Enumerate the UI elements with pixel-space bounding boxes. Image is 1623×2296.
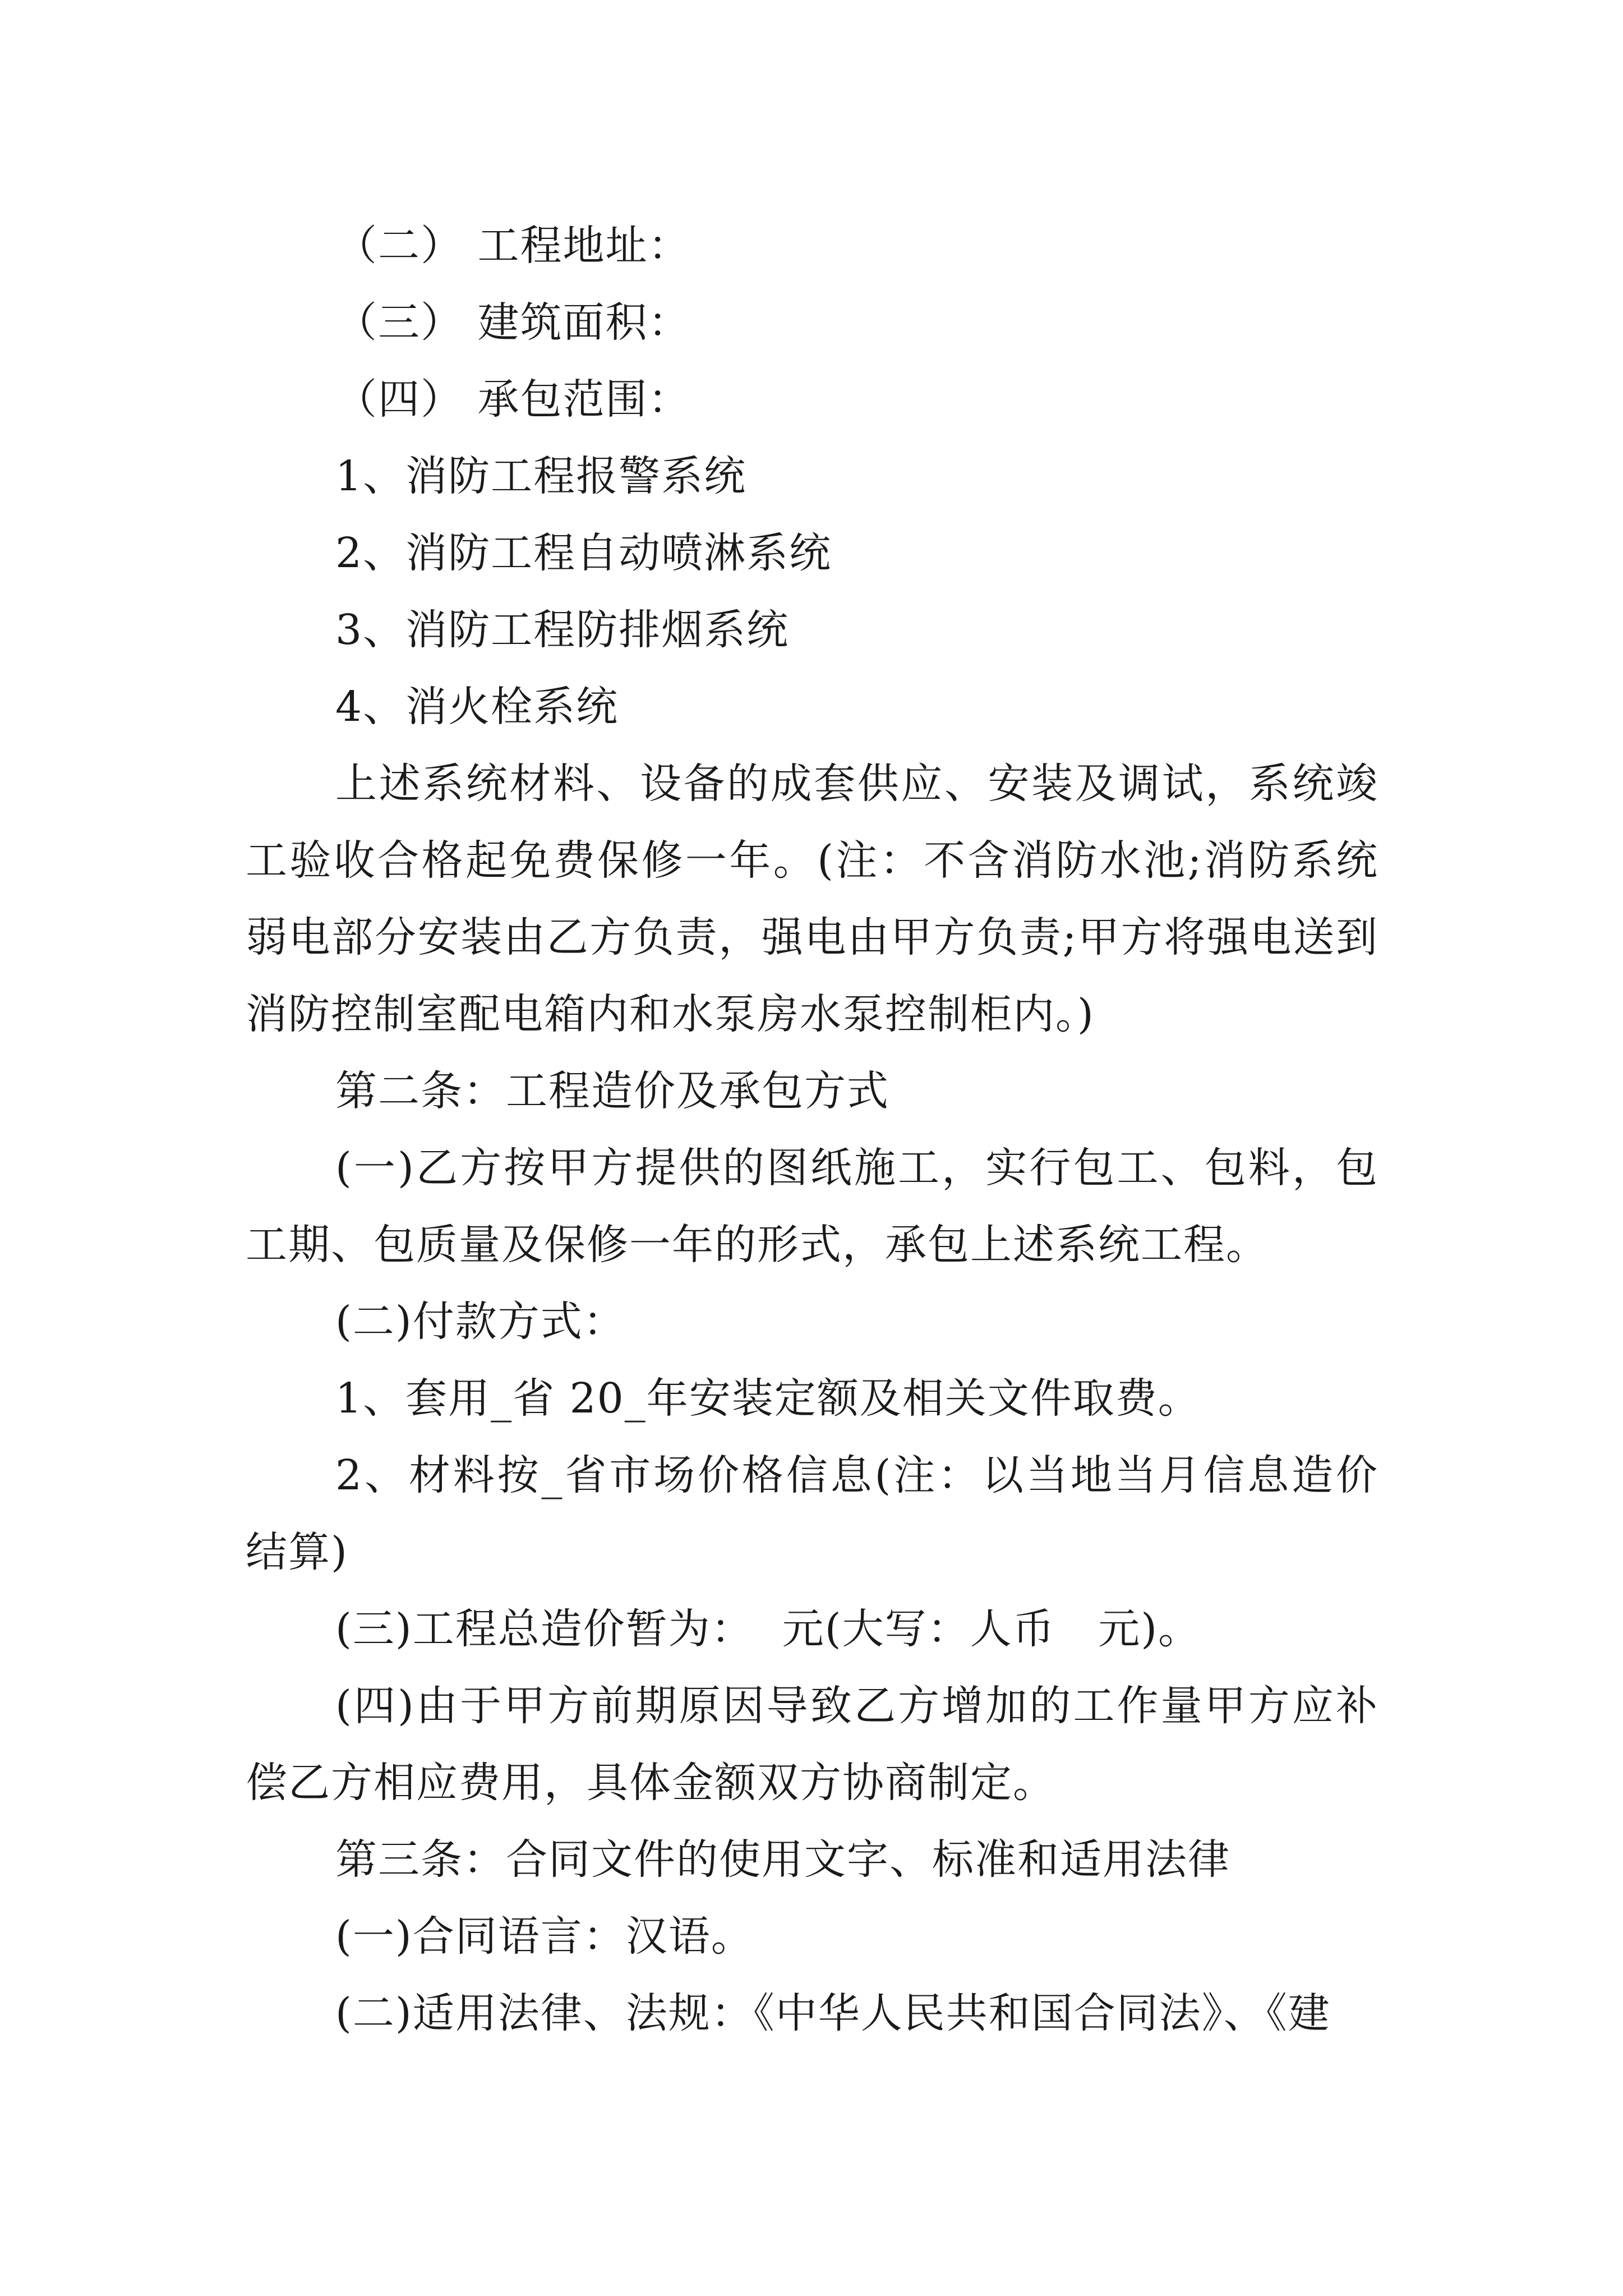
paragraph-compensation: (四)由于甲方前期原因导致乙方增加的工作量甲方应补偿乙方相应费用，具体金额双方协商制定。: [246, 1682, 1378, 1807]
paragraph-applicable-law: (二)适用法律、法规：《中华人民共和国合同法》、《建: [335, 1989, 1331, 2037]
paragraph-payment-method: (二)付款方式：: [335, 1297, 626, 1346]
scope-item-hydrant-system: 4、消火栓系统: [335, 683, 619, 731]
paragraph-project-address: （二） 工程地址：: [335, 222, 691, 270]
article-two-heading: 第二条：工程造价及承包方式: [335, 1067, 889, 1115]
scope-item-sprinkler-system: 2、消防工程自动喷淋系统: [335, 529, 832, 577]
paragraph-contract-form: (一)乙方按甲方提供的图纸施工，实行包工、包料，包工期、包质量及保修一年的形式，承包上述系统工程。: [246, 1144, 1378, 1269]
scope-item-smoke-exhaust-system: 3、消防工程防排烟系统: [335, 606, 790, 654]
scope-item-alarm-system: 1、消防工程报警系统: [335, 452, 747, 500]
document-body: [246, 208, 1378, 2052]
paragraph-total-cost: (三)工程总造价暂为： 元(大写：人币 元)。: [335, 1605, 1201, 1653]
paragraph-contract-language: (一)合同语言：汉语。: [335, 1912, 754, 1961]
paragraph-contract-scope: （四） 承包范围：: [335, 375, 691, 424]
paragraph-scope-description: 上述系统材料、设备的成套供应、安装及调试，系统竣工验收合格起免费保修一年。(注：不含消防水池;消防系统弱电部分安装由乙方负责，强电由甲方负责;甲方将强电送到消防控制室配电箱内和水泵房水泵控制柜内。): [246, 760, 1378, 1038]
payment-item-material-price: 2、材料按_省市场价格信息(注：以当地当月信息造价结算): [246, 1451, 1378, 1576]
article-three-heading: 第三条：合同文件的使用文字、标准和适用法律: [335, 1835, 1230, 1884]
payment-item-quota: 1、套用_省 20_年安装定额及相关文件取费。: [335, 1374, 1201, 1423]
paragraph-building-area: （三） 建筑面积：: [335, 298, 691, 347]
